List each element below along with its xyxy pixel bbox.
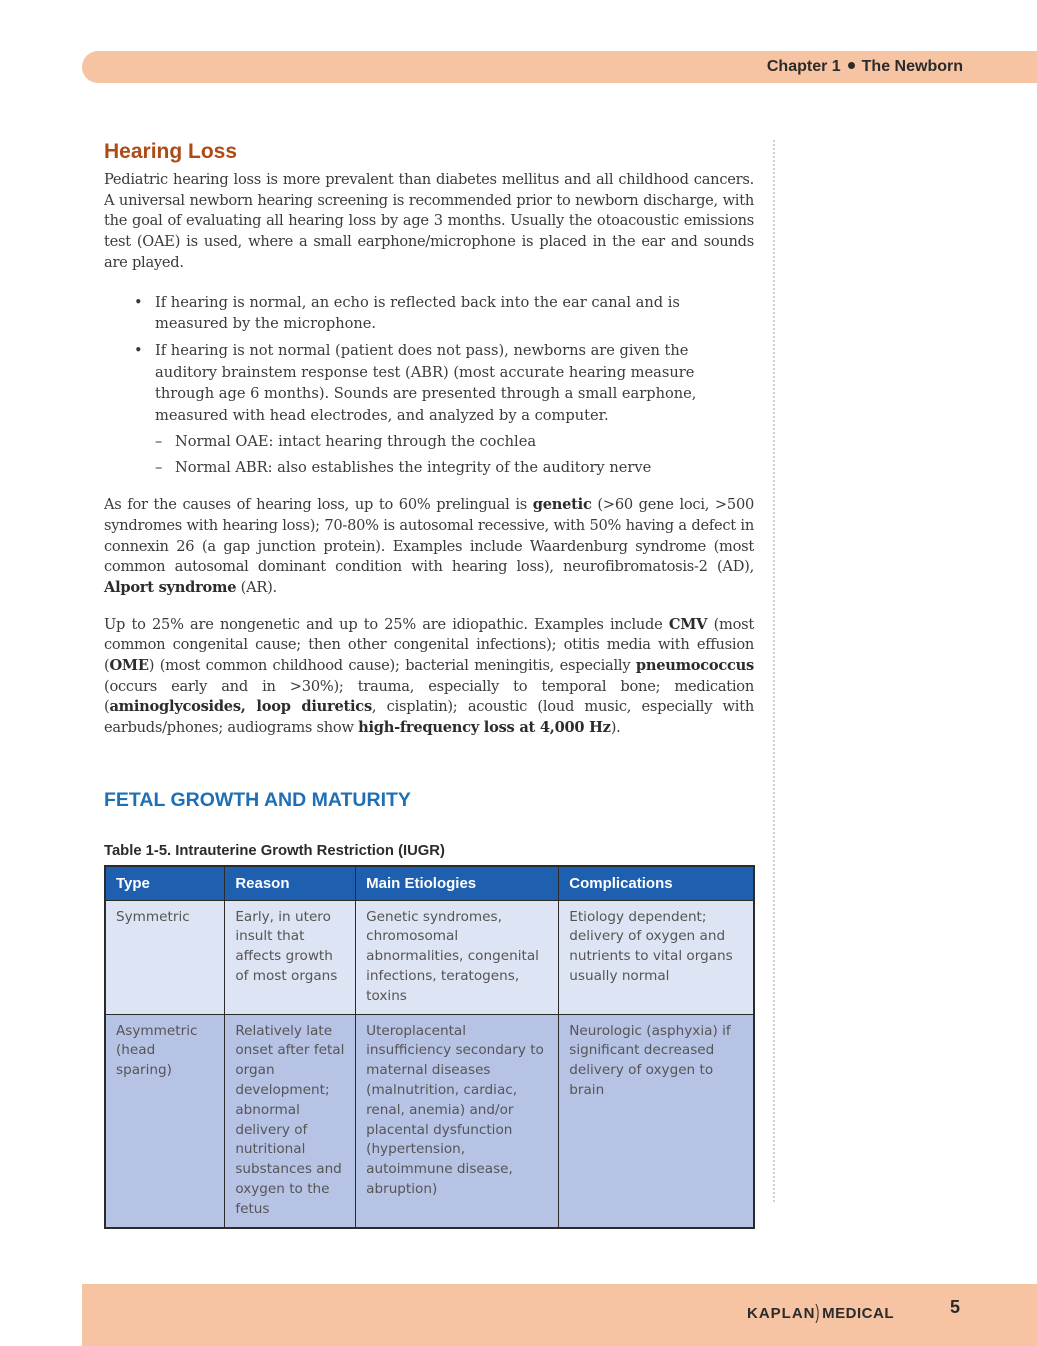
- logo-swoosh-icon: ): [814, 1302, 819, 1324]
- margin-divider: [773, 140, 775, 1202]
- text-run: As for the causes of hearing loss, up to 60% prelingual is: [104, 496, 533, 514]
- bold-term: OME: [109, 657, 149, 675]
- dash-icon: –: [155, 432, 163, 450]
- table-row: [105, 1014, 754, 1227]
- table-title: Table 1-5. Intrauterine Growth Restriction (IUGR): [104, 842, 445, 859]
- bold-term: genetic: [532, 496, 592, 514]
- chapter-title: The Newborn: [861, 58, 963, 75]
- kaplan-medical-logo: [747, 1301, 894, 1324]
- table-cell: Asymmetric (head sparing): [105, 1014, 225, 1227]
- sub-bullet-text: Normal ABR: also establishes the integrity of the auditory nerve: [175, 459, 652, 477]
- bullet-text: If hearing is normal, an echo is reflected back into the ear canal and is measured by the microphone.: [155, 293, 680, 333]
- bold-term: high-frequency loss at 4,000 Hz: [358, 719, 611, 737]
- column-header-reason: Reason: [225, 866, 356, 900]
- text-run: (>60 gene loci, >500 syndromes with hearing loss); 70-80% is autosomal recessive, with 50% having a defect in connexin 26 (a gap junction protein). Examples include Waardenburg syndrome (most common autosomal dominant condition with hearing loss), neurofibromatosis-2 (AD),: [104, 496, 755, 576]
- sub-list-item: [155, 457, 744, 479]
- table-cell: Early, in utero insult that affects growth of most organs: [225, 900, 356, 1014]
- nongenetic-causes-paragraph: [104, 615, 754, 739]
- running-header: [767, 58, 963, 76]
- column-header-etiologies: Main Etiologies: [356, 866, 559, 900]
- dash-icon: –: [155, 459, 163, 477]
- text-run: (most common congenital cause; then other congenital infections); otitis media with effusion (: [104, 615, 755, 675]
- table-row: [105, 900, 754, 1014]
- text-run: (AR).: [236, 578, 277, 596]
- sub-list-item: [155, 431, 744, 453]
- list-item: [104, 292, 754, 335]
- chapter-label: Chapter 1: [766, 58, 841, 75]
- bold-term: aminoglycosides, loop diuretics: [109, 698, 372, 716]
- text-run: , cisplatin); acoustic (loud music, especially with earbuds/phones; audiograms show: [104, 698, 754, 737]
- bold-term: CMV: [668, 615, 708, 633]
- text-run: ) (most common childhood cause); bacterial meningitis, especially: [148, 657, 636, 675]
- footer-bar: [82, 1284, 1037, 1346]
- sub-bullet-list: [155, 431, 744, 479]
- bullet-icon: •: [134, 341, 143, 359]
- table-cell: Genetic syndromes, chromosomal abnormalities, congenital infections, teratogens, toxins: [356, 900, 559, 1014]
- hearing-intro-paragraph: Pediatric hearing loss is more prevalent than diabetes mellitus and all childhood cancers. A universal newborn hearing screening is recommended prior to newborn discharge, with the goal of evaluating all hearing loss by age 3 months. Usually the otoacoustic emissions test (OAE) is used, where a small earphone/microphone is placed in the ear and sounds are played.: [104, 171, 754, 271]
- table-cell: Uteroplacental insufficiency secondary to maternal diseases (malnutrition, cardiac, renal, anemia) and/or placental dysfunction (hypertension, autoimmune disease, abruption): [356, 1014, 559, 1227]
- table-cell: Symmetric: [105, 900, 225, 1014]
- column-header-type: Type: [105, 866, 225, 900]
- bold-term: pneumococcus: [635, 657, 754, 675]
- hearing-loss-heading: Hearing Loss: [104, 140, 238, 163]
- bold-term: Alport syndrome: [104, 578, 237, 596]
- table-cell: Neurologic (asphyxia) if significant decreased delivery of oxygen to brain: [559, 1014, 754, 1227]
- text-run: Up to 25% are nongenetic and up to 25% are idiopathic. Examples include: [104, 615, 669, 633]
- logo-medical-text: MEDICAL: [822, 1305, 894, 1322]
- sub-bullet-text: Normal OAE: intact hearing through the cochlea: [175, 432, 537, 450]
- bullet-icon: •: [134, 293, 143, 311]
- table-cell: Etiology dependent; delivery of oxygen and nutrients to vital organs usually normal: [559, 900, 754, 1014]
- bullet-text: If hearing is not normal (patient does not pass), newborns are given the auditory brainstem response test (ABR) (most accurate hearing measure through age 6 months). Sounds are presented through a small earphone, measured with head electrodes, and analyzed by a computer.: [155, 341, 697, 425]
- genetic-causes-paragraph: [104, 495, 754, 599]
- table-header-row: [105, 866, 754, 900]
- iugr-table: [104, 865, 755, 1229]
- page-number: 5: [950, 1297, 961, 1317]
- table-cell: Relatively late onset after fetal organ development; abnormal delivery of nutritional substances and oxygen to the fetus: [225, 1014, 356, 1227]
- hearing-bullet-list: [104, 292, 754, 480]
- main-content: [104, 140, 754, 1229]
- fetal-growth-heading: FETAL GROWTH AND MATURITY: [104, 788, 411, 811]
- text-run: (occurs early and in >30%); trauma, especially to temporal bone; medication (: [104, 677, 754, 716]
- list-item: [104, 340, 754, 479]
- chapter-header-bar: [82, 51, 1037, 83]
- column-header-complications: Complications: [559, 866, 754, 900]
- bullet-dot-icon: [848, 62, 855, 69]
- logo-kaplan-text: KAPLAN: [747, 1305, 816, 1322]
- text-run: ).: [610, 719, 621, 737]
